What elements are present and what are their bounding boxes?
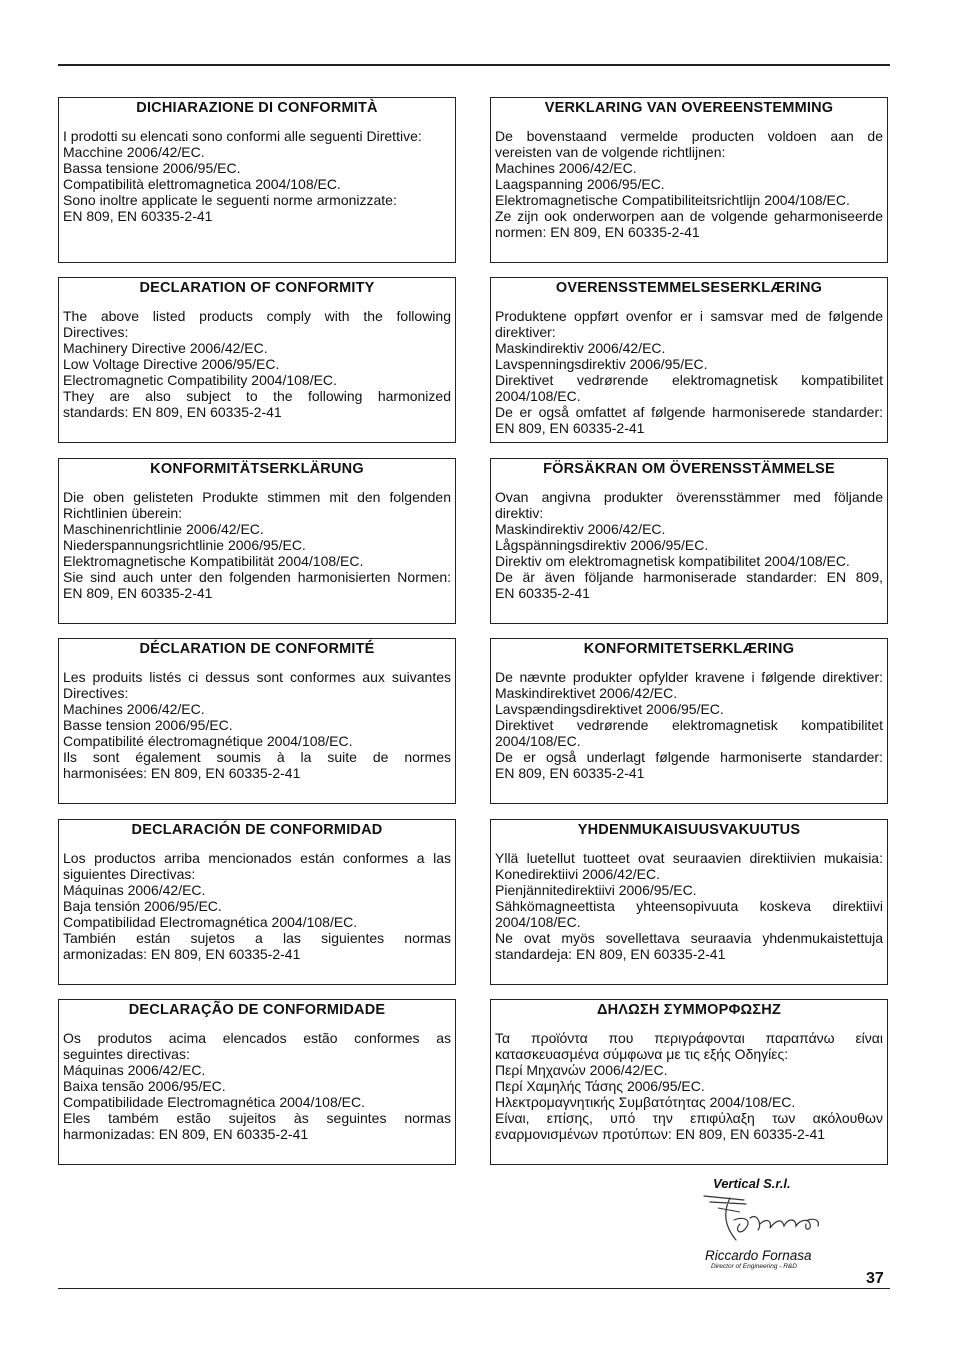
declaration-line: κατασκευασμένα σύμφωνα με τις εξής Οδηγίες: xyxy=(495,1046,789,1062)
page-number: 37 xyxy=(866,1270,884,1287)
declaration-line: Maschinenrichtlinie 2006/42/EC. xyxy=(63,521,264,537)
declaration-line: Lågspänningsdirektiv 2006/95/EC. xyxy=(495,537,709,553)
declaration-line: Είναι, επίσης, υπό την επιφύλαξη των ακόλουθων xyxy=(495,1110,883,1126)
declaration-title: DICHIARAZIONE DI CONFORMITÀ xyxy=(136,100,378,116)
declaration-box xyxy=(490,458,888,624)
declaration-line: Elektromagnetische Kompatibilität 2004/108/EC. xyxy=(63,553,364,569)
declaration-line: De nævnte produkter opfylder kravene i følgende direktiver: xyxy=(495,669,883,685)
declaration-line: EN 809, EN 60335-2-41 xyxy=(63,208,213,224)
declaration-line: Richtlinien überein: xyxy=(63,505,183,521)
declaration-line: Os produtos acima elencados estão conformes as xyxy=(63,1030,451,1046)
declaration-body xyxy=(495,850,883,962)
declaration-line: direktiv: xyxy=(495,505,544,521)
declaration-title: OVERENSSTEMMELSESERKLÆRING xyxy=(555,280,823,296)
declaration-line: EN 809, EN 60335-2-41 xyxy=(63,585,213,601)
declaration-line: De er også underlagt følgende harmoniserte standarder: xyxy=(495,749,883,765)
declaration-title: YHDENMUKAISUUSVAKUUTUS xyxy=(577,822,801,838)
declaration-line: Ovan angivna produkter överensstämmer med följande xyxy=(495,489,883,505)
declaration-line: Machinery Directive 2006/42/EC. xyxy=(63,340,268,356)
declaration-body xyxy=(63,308,451,420)
declaration-body xyxy=(495,489,883,601)
declaration-line: EN 60335-2-41 xyxy=(495,585,590,601)
declaration-line: Maskindirektivet 2006/42/EC. xyxy=(495,685,678,701)
declaration-line: Περί Μηχανών 2006/42/EC. xyxy=(495,1062,668,1078)
declaration-box xyxy=(58,819,456,985)
declaration-body xyxy=(63,1030,451,1142)
declaration-line: harmonisées: EN 809, EN 60335-2-41 xyxy=(63,765,301,781)
declaration-body xyxy=(63,850,451,962)
declaration-line: Ze zijn ook onderworpen aan de volgende geharmoniseerde xyxy=(495,208,883,224)
declaration-line: 2004/108/EC. xyxy=(495,733,581,749)
declaration-line: 2004/108/EC. xyxy=(495,388,581,404)
declaration-title: KONFORMITÄTSERKLÄRUNG xyxy=(150,461,364,477)
declaration-line: Bassa tensione 2006/95/EC. xyxy=(63,160,241,176)
declaration-body xyxy=(495,669,883,781)
declaration-box xyxy=(490,819,888,985)
declaration-line: Baixa tensão 2006/95/EC. xyxy=(63,1078,226,1094)
declaration-line: vereisten van de volgende richtlijnen: xyxy=(495,144,726,160)
handwritten-signature xyxy=(700,1190,830,1250)
declaration-line: Machines 2006/42/EC. xyxy=(495,160,637,176)
declaration-body xyxy=(63,669,451,781)
declaration-line: Sie sind auch unter den folgenden harmonisierten Normen: xyxy=(63,569,451,585)
declaration-line: Directives: xyxy=(63,324,129,340)
top-rule xyxy=(58,64,890,66)
signatory-role: Director of Engineering - R&D xyxy=(711,1263,797,1270)
declaration-line: Lavspenningsdirektiv 2006/95/EC. xyxy=(495,356,708,372)
declaration-line: Les produits listés ci dessus sont conformes aux suivantes xyxy=(63,669,451,685)
declaration-line: Pienjännitedirektiivi 2006/95/EC. xyxy=(495,882,697,898)
declaration-line: Die oben gelisteten Produkte stimmen mit den folgenden xyxy=(63,489,451,505)
signatory-name: Riccardo Fornasa xyxy=(705,1248,812,1263)
declaration-line: Direktivet vedrørende elektromagnetisk kompatibilitet xyxy=(495,717,883,733)
declaration-line: seguintes directivas: xyxy=(63,1046,190,1062)
declaration-line: Niederspannungsrichtlinie 2006/95/EC. xyxy=(63,537,306,553)
declaration-line: EN 809, EN 60335-2-41 xyxy=(495,420,645,436)
declaration-line: También están sujetos a las siguientes normas xyxy=(63,930,451,946)
declaration-line: De bovenstaand vermelde producten voldoen aan de xyxy=(495,128,883,144)
declaration-line: Electromagnetic Compatibility 2004/108/EC. xyxy=(63,372,337,388)
declaration-line: Elektromagnetische Compatibiliteitsrichtlijn 2004/108/EC. xyxy=(495,192,850,208)
declaration-box xyxy=(490,638,888,804)
declaration-line: siguientes Directivas: xyxy=(63,866,196,882)
declaration-box xyxy=(58,458,456,624)
declaration-title: DÉCLARATION DE CONFORMITÉ xyxy=(139,641,375,657)
declaration-line: Maskindirektiv 2006/42/EC. xyxy=(495,340,666,356)
declaration-line: De er også omfattet af følgende harmoniserede standarder: xyxy=(495,404,883,420)
declaration-line: Macchine 2006/42/EC. xyxy=(63,144,205,160)
declaration-line: Direktiv om elektromagnetisk kompatibilitet 2004/108/EC. xyxy=(495,553,850,569)
declaration-title: DECLARAÇÃO DE CONFORMIDADE xyxy=(128,1002,386,1018)
declaration-line: Directives: xyxy=(63,685,129,701)
declaration-line: Low Voltage Directive 2006/95/EC. xyxy=(63,356,280,372)
declaration-line: Laagspanning 2006/95/EC. xyxy=(495,176,665,192)
declaration-line: Baja tensión 2006/95/EC. xyxy=(63,898,222,914)
declaration-line: De är även följande harmoniserade standarder: EN 809, xyxy=(495,569,883,585)
declaration-line: The above listed products comply with the following xyxy=(63,308,451,324)
declaration-box xyxy=(58,999,456,1165)
declaration-line: Compatibilidad Electromagnética 2004/108/EC. xyxy=(63,914,358,930)
declaration-line: Τα προϊόντα που περιγράφονται παραπάνω είναι xyxy=(495,1030,883,1046)
declaration-line: Basse tension 2006/95/EC. xyxy=(63,717,233,733)
declaration-line: Los productos arriba mencionados están conformes a las xyxy=(63,850,451,866)
declaration-line: EN 809, EN 60335-2-41 xyxy=(495,765,645,781)
declaration-line: normen: EN 809, EN 60335-2-41 xyxy=(495,224,700,240)
declaration-line: Sono inoltre applicate le seguenti norme armonizzate: xyxy=(63,192,397,208)
declaration-line: Ηλεκτρομαγνητικής Συμβατότητας 2004/108/EC. xyxy=(495,1094,796,1110)
declaration-line: I prodotti su elencati sono conformi alle seguenti Direttive: xyxy=(63,128,422,144)
declaration-box xyxy=(58,277,456,443)
declaration-body xyxy=(495,308,883,436)
declaration-line: Lavspændingsdirektivet 2006/95/EC. xyxy=(495,701,724,717)
declaration-line: Produktene oppført ovenfor er i samsvar med de følgende xyxy=(495,308,883,324)
declaration-line: Sähkömagneettista yhteensopivuuta koskeva direktiivi xyxy=(495,898,883,914)
declaration-box xyxy=(58,97,456,263)
bottom-rule xyxy=(58,1288,890,1289)
declaration-box xyxy=(490,97,888,263)
declaration-line: standards: EN 809, EN 60335-2-41 xyxy=(63,404,282,420)
declaration-title: ΔΗΛΩΣΗ ΣΥΜΜΟΡΦΩΣΗΖ xyxy=(596,1002,782,1018)
declaration-box xyxy=(58,638,456,804)
declaration-box xyxy=(490,999,888,1165)
declaration-body xyxy=(495,128,883,240)
declaration-body xyxy=(63,128,451,224)
declaration-line: Compatibilité électromagnétique 2004/108/EC. xyxy=(63,733,353,749)
declaration-line: Maskindirektiv 2006/42/EC. xyxy=(495,521,666,537)
declaration-line: Machines 2006/42/EC. xyxy=(63,701,205,717)
declaration-line: Ils sont également soumis à la suite de normes xyxy=(63,749,451,765)
declaration-title: VERKLARING VAN OVEREENSTEMMING xyxy=(544,100,834,116)
declaration-line: 2004/108/EC. xyxy=(495,914,581,930)
declaration-title: FÖRSÄKRAN OM ÖVERENSSTÄMMELSE xyxy=(543,461,835,477)
declaration-line: They are also subject to the following harmonized xyxy=(63,388,451,404)
declaration-line: Konedirektiivi 2006/42/EC. xyxy=(495,866,660,882)
declaration-line: Compatibilidade Electromagnética 2004/108/EC. xyxy=(63,1094,365,1110)
declaration-line: Eles também estão sujeitos às seguintes normas xyxy=(63,1110,451,1126)
declaration-body xyxy=(495,1030,883,1142)
declaration-line: standardeja: EN 809, EN 60335-2-41 xyxy=(495,946,726,962)
declaration-title: DECLARACIÓN DE CONFORMIDAD xyxy=(131,822,383,838)
declaration-line: Yllä luetellut tuotteet ovat seuraavien direktiivien mukaisia: xyxy=(495,850,883,866)
declaration-line: Περί Χαμηλής Τάσης 2006/95/EC. xyxy=(495,1078,705,1094)
declaration-line: Ne ovat myös sovellettava seuraavia yhdenmukaistettuja xyxy=(495,930,883,946)
company-name: Vertical S.r.l. xyxy=(713,1176,791,1191)
declaration-title: KONFORMITETSERKLÆRING xyxy=(583,641,795,657)
declaration-line: Máquinas 2006/42/EC. xyxy=(63,882,206,898)
declaration-line: direktiver: xyxy=(495,324,556,340)
declaration-line: harmonizadas: EN 809, EN 60335-2-41 xyxy=(63,1126,309,1142)
declaration-box xyxy=(490,277,888,443)
declaration-body xyxy=(63,489,451,601)
declaration-line: armonizadas: EN 809, EN 60335-2-41 xyxy=(63,946,301,962)
declaration-line: Compatibilità elettromagnetica 2004/108/EC. xyxy=(63,176,341,192)
declaration-line: εναρμονισμένων προτύπων: EN 809, EN 60335-2-41 xyxy=(495,1126,826,1142)
declaration-line: Direktivet vedrørende elektromagnetisk kompatibilitet xyxy=(495,372,883,388)
declaration-line: Máquinas 2006/42/EC. xyxy=(63,1062,206,1078)
declaration-title: DECLARATION OF CONFORMITY xyxy=(139,280,375,296)
